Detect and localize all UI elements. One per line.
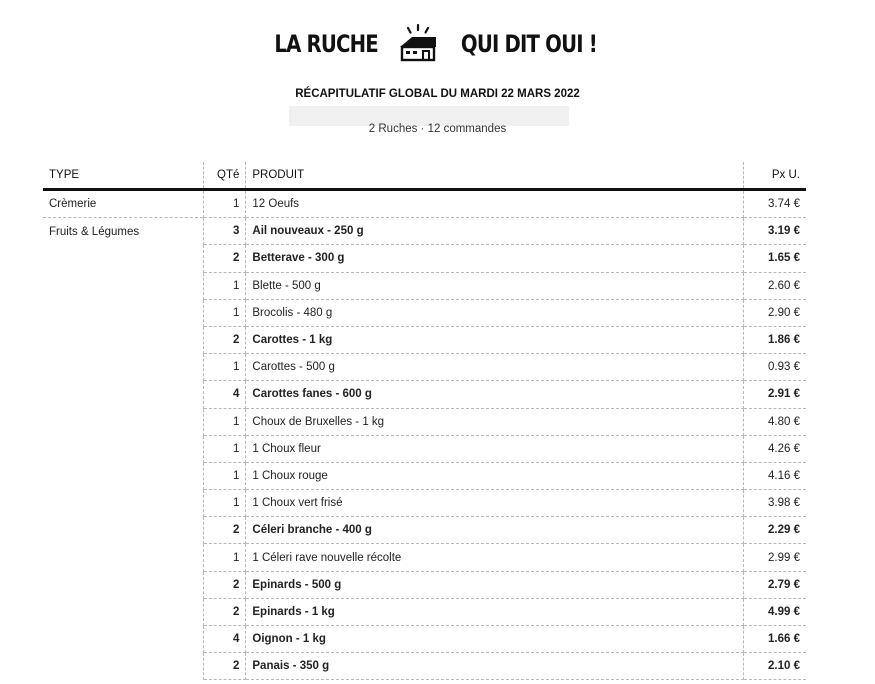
- cell-product: 1 Choux rouge: [246, 462, 744, 489]
- cell-price: 2.90 €: [744, 299, 806, 326]
- cell-type: [43, 626, 203, 653]
- document-title: RÉCAPITULATIF GLOBAL DU MARDI 22 MARS 2022: [295, 88, 580, 100]
- cell-product: Ail nouveaux - 250 g: [246, 218, 744, 245]
- cell-qty: 1: [203, 190, 245, 218]
- brand-name-part1: LA RUCHE: [274, 30, 378, 58]
- table-header-row: [43, 162, 806, 190]
- cell-product: Brocolis - 480 g: [246, 299, 744, 326]
- cell-price: 3.98 €: [744, 490, 806, 517]
- brand-logo: [0, 22, 875, 66]
- cell-qty: 1: [203, 462, 245, 489]
- brand-name-part2: QUI DIT OUI !: [461, 30, 598, 58]
- cell-price: 4.26 €: [744, 435, 806, 462]
- header-qty: QTé: [203, 162, 245, 190]
- table-row: [43, 517, 806, 544]
- cell-price: 0.93 €: [744, 354, 806, 381]
- cell-product: Oignon - 1 kg: [246, 626, 744, 653]
- cell-type: Fruits & Légumes: [43, 218, 203, 245]
- cell-product: Epinards - 1 kg: [246, 598, 744, 625]
- cell-type: [43, 408, 203, 435]
- cell-price: 2.99 €: [744, 544, 806, 571]
- cell-type: Crèmerie: [43, 190, 203, 218]
- cell-type: [43, 354, 203, 381]
- cell-type: [43, 490, 203, 517]
- cell-product: Carottes - 1 kg: [246, 326, 744, 353]
- document-header: [0, 0, 875, 150]
- table-row: [43, 490, 806, 517]
- table-row: [43, 326, 806, 353]
- document-subtitle: 2 Ruches · 12 commandes: [368, 123, 507, 135]
- table-row: [43, 462, 806, 489]
- cell-type: [43, 245, 203, 272]
- cell-price: 4.99 €: [744, 598, 806, 625]
- table-row: [43, 626, 806, 653]
- cell-qty: 1: [203, 435, 245, 462]
- cell-qty: 2: [203, 326, 245, 353]
- cell-price: 3.74 €: [744, 190, 806, 218]
- cell-product: Epinards - 500 g: [246, 571, 744, 598]
- cell-qty: 1: [203, 272, 245, 299]
- cell-type: [43, 517, 203, 544]
- cell-type: [43, 299, 203, 326]
- cell-price: 2.10 €: [744, 653, 806, 680]
- cell-type: [43, 462, 203, 489]
- header-price: Px U.: [744, 162, 806, 190]
- cell-product: Betterave - 300 g: [246, 245, 744, 272]
- cell-product: 1 Choux fleur: [246, 435, 744, 462]
- cell-product: Carottes - 500 g: [246, 354, 744, 381]
- cell-qty: 2: [203, 517, 245, 544]
- cell-product: 1 Céleri rave nouvelle récolte: [246, 544, 744, 571]
- cell-type: [43, 381, 203, 408]
- cell-qty: 1: [203, 299, 245, 326]
- header-product: PRODUIT: [246, 162, 744, 190]
- cell-price: 4.80 €: [744, 408, 806, 435]
- table-row: [43, 299, 806, 326]
- header-type: TYPE: [43, 162, 203, 190]
- table-row: [43, 354, 806, 381]
- cell-price: 2.60 €: [744, 272, 806, 299]
- cell-qty: 1: [203, 544, 245, 571]
- cell-price: 2.29 €: [744, 517, 806, 544]
- cell-price: 3.19 €: [744, 218, 806, 245]
- cell-product: Céleri branche - 400 g: [246, 517, 744, 544]
- cell-type: [43, 435, 203, 462]
- cell-product: Panais - 350 g: [246, 653, 744, 680]
- table-row: [43, 435, 806, 462]
- table-row: [43, 218, 806, 245]
- cell-qty: 2: [203, 571, 245, 598]
- cell-product: Blette - 500 g: [246, 272, 744, 299]
- cell-price: 1.86 €: [744, 326, 806, 353]
- cell-qty: 1: [203, 490, 245, 517]
- cell-qty: 2: [203, 598, 245, 625]
- table-body: [43, 190, 806, 680]
- table-row: [43, 598, 806, 625]
- cell-price: 1.65 €: [744, 245, 806, 272]
- cell-type: [43, 598, 203, 625]
- recap-table: [43, 162, 806, 680]
- house-icon: [396, 22, 440, 66]
- cell-type: [43, 272, 203, 299]
- cell-product: Choux de Bruxelles - 1 kg: [246, 408, 744, 435]
- cell-qty: 3: [203, 218, 245, 245]
- table-row: [43, 571, 806, 598]
- cell-product: 1 Choux vert frisé: [246, 490, 744, 517]
- table-row: [43, 245, 806, 272]
- cell-price: 2.79 €: [744, 571, 806, 598]
- table-row: [43, 381, 806, 408]
- cell-qty: 1: [203, 408, 245, 435]
- cell-product: 12 Oeufs: [246, 190, 744, 218]
- table-row: [43, 544, 806, 571]
- cell-type: [43, 653, 203, 680]
- cell-product: Carottes fanes - 600 g: [246, 381, 744, 408]
- cell-type: [43, 544, 203, 571]
- cell-price: 1.66 €: [744, 626, 806, 653]
- table-row: [43, 653, 806, 680]
- cell-qty: 1: [203, 354, 245, 381]
- table-row: [43, 408, 806, 435]
- cell-qty: 4: [203, 381, 245, 408]
- cell-price: 2.91 €: [744, 381, 806, 408]
- cell-type: [43, 571, 203, 598]
- cell-price: 4.16 €: [744, 462, 806, 489]
- table-row: [43, 272, 806, 299]
- cell-type: [43, 326, 203, 353]
- cell-qty: 4: [203, 626, 245, 653]
- table-row: [43, 190, 806, 218]
- cell-qty: 2: [203, 653, 245, 680]
- cell-qty: 2: [203, 245, 245, 272]
